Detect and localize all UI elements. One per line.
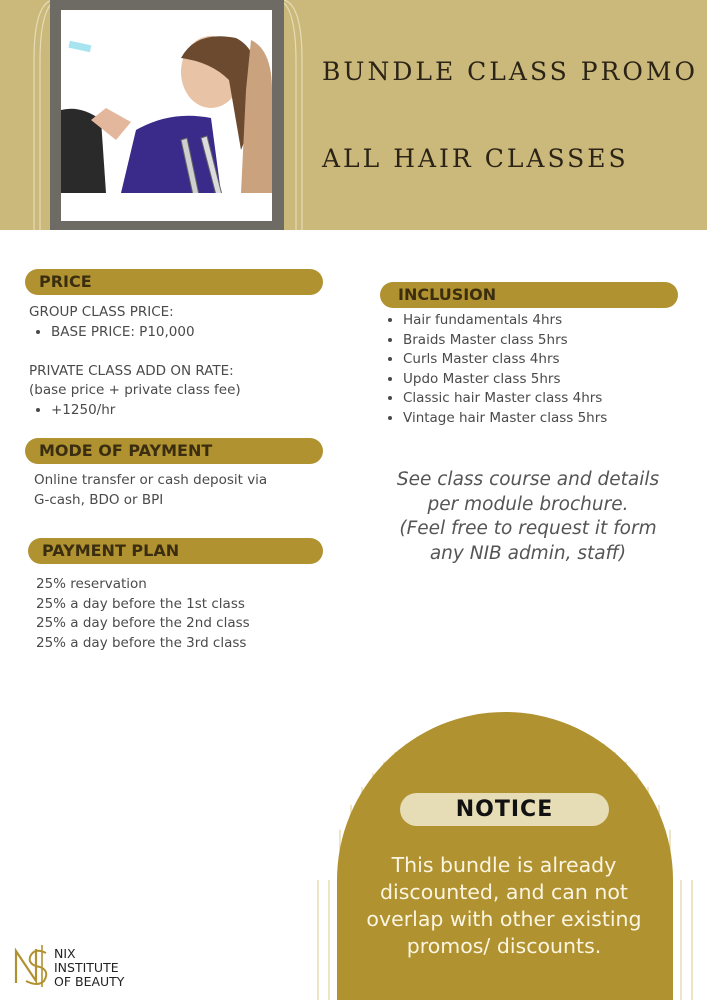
note-line: any NIB admin, staff): [429, 542, 627, 564]
price-heading: PRICE: [25, 269, 323, 295]
private-rate-label: PRIVATE CLASS ADD ON RATE:: [29, 362, 234, 379]
notice-text: [352, 852, 656, 960]
nix-logo-icon: [12, 943, 52, 989]
notice-heading: NOTICE: [400, 793, 609, 826]
payment-plan-line: 25% a day before the 2nd class: [36, 615, 250, 632]
note-line: (Feel free to request it form: [399, 518, 657, 539]
promo-subtitle: ALL HAIR CLASSES: [322, 144, 629, 173]
promo-title: BUNDLE CLASS PROMO: [322, 57, 698, 86]
payment-mode-heading: MODE OF PAYMENT: [25, 438, 323, 464]
private-rate-item: • +1250/hr: [51, 401, 241, 421]
payment-mode-line: G-cash, BDO or BPI: [34, 491, 164, 508]
inclusion-heading: INCLUSION: [380, 282, 678, 308]
payment-mode-line: Online transfer or cash deposit via: [34, 472, 268, 488]
notice-line: discounted, and can not: [380, 880, 628, 904]
notice-line: promos/ discounts.: [406, 934, 602, 958]
group-price-label: GROUP CLASS PRICE:: [29, 304, 174, 320]
logo-line: OF BEAUTY: [54, 974, 125, 989]
inclusion-item: • Vintage hair Master class 5hrs: [403, 409, 607, 429]
logo-line: NIX: [54, 946, 76, 961]
payment-plan-line: 25% reservation: [36, 576, 147, 592]
notice-line: This bundle is already: [391, 853, 617, 877]
notice-line: overlap with other existing: [366, 907, 642, 931]
note-line: per module brochure.: [427, 493, 629, 515]
payment-plan-line: 25% a day before the 3rd class: [36, 634, 247, 651]
inclusion-item: • Hair fundamentals 4hrs: [403, 311, 607, 331]
note-line: See class course and details: [396, 469, 660, 490]
payment-plan-line: 25% a day before the 1st class: [36, 595, 245, 612]
inclusion-item: • Updo Master class 5hrs: [403, 370, 607, 390]
inclusion-item: • Classic hair Master class 4hrs: [403, 389, 607, 409]
base-price-item: • BASE PRICE: P10,000: [51, 323, 241, 343]
logo-wordmark: [54, 947, 124, 989]
private-rate-note: (base price + private class fee): [29, 382, 241, 399]
inclusion-item: • Braids Master class 5hrs: [403, 331, 607, 351]
inclusion-item: • Curls Master class 4hrs: [403, 350, 607, 370]
payment-plan-heading: PAYMENT PLAN: [28, 538, 323, 564]
logo-line: INSTITUTE: [54, 960, 119, 975]
